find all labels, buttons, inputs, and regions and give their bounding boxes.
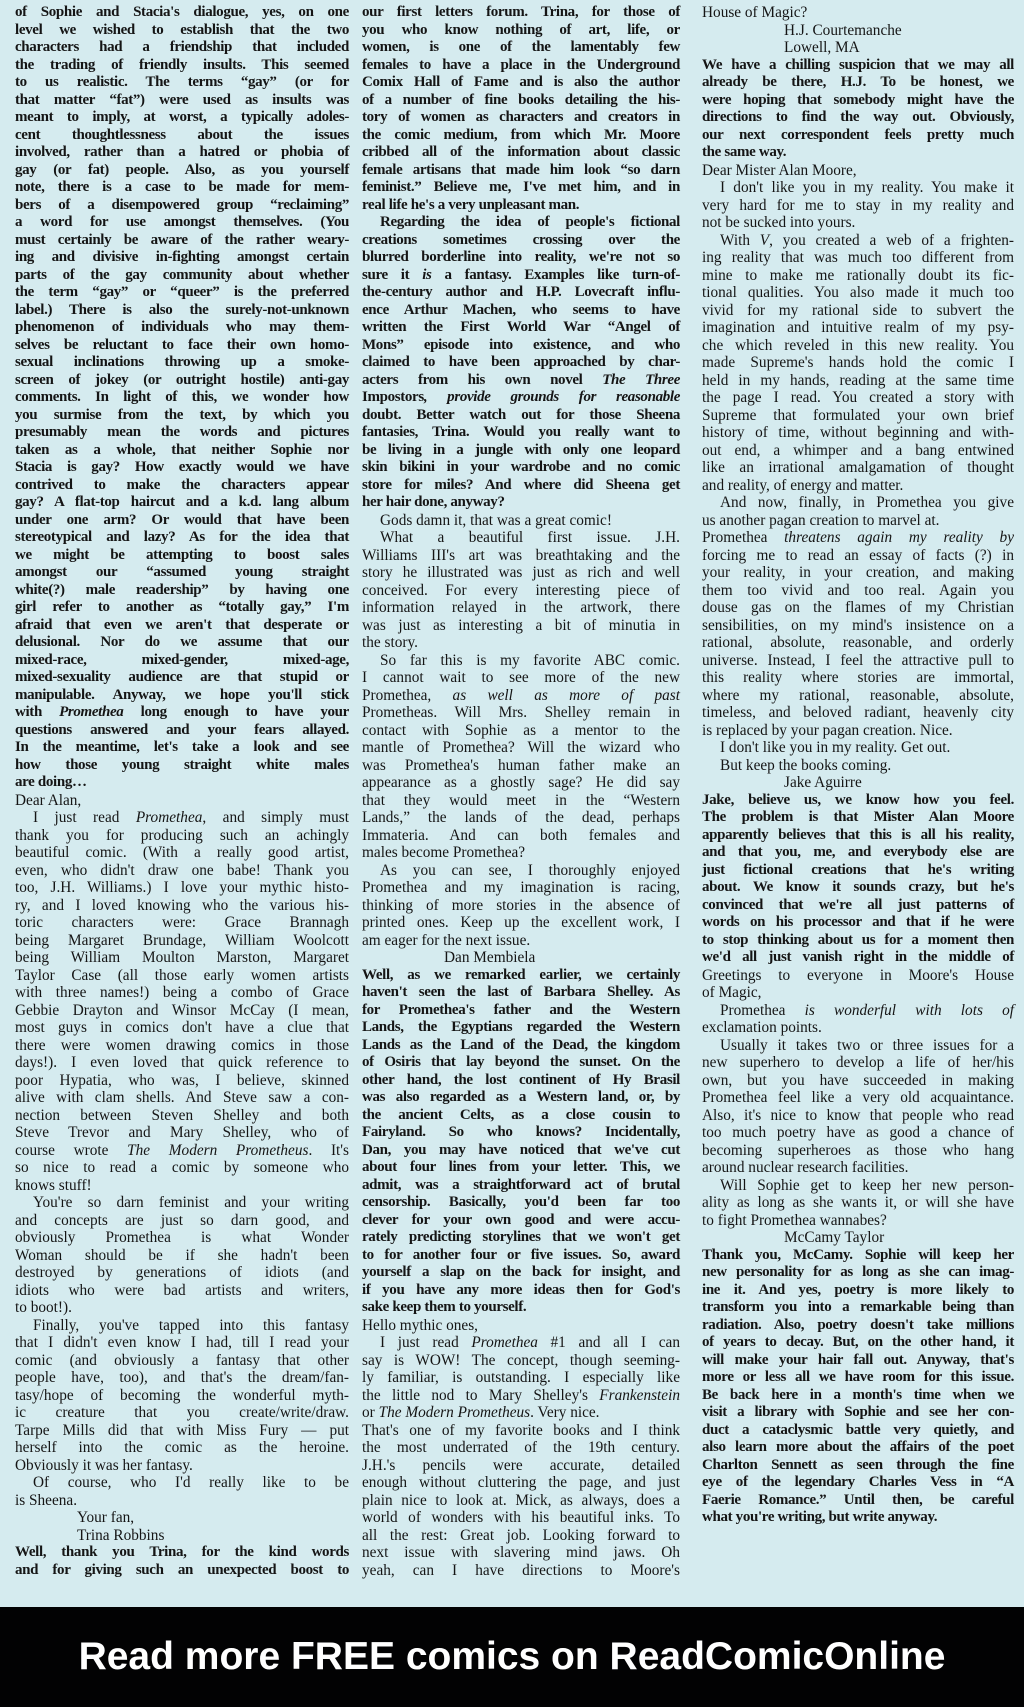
text-line: Hello mythic ones,: [362, 1316, 478, 1334]
italic-title: threatens again my reality by: [767, 529, 1014, 546]
text-line: blurred borderline into reality, we're not so: [362, 249, 680, 265]
text-line: That's one of my favorite books and I think: [362, 1421, 680, 1439]
text-line: Tarpe Mills did that with Miss Fury — put: [15, 1421, 349, 1439]
text-line: our next correspondent feels pretty much: [702, 126, 1014, 143]
text-line: vivid for my rational side to subvert the: [702, 301, 1014, 319]
text-line: being William Moulton Marston, Margaret: [15, 949, 349, 966]
text-line: to us realistic. The terms “gay” (or for: [15, 74, 349, 90]
text-line: sure it is a fantasy. Examples like turn-of-: [362, 266, 680, 283]
text-line: gay? A flat-top haircut and a k.d. lang album: [15, 494, 349, 510]
text-line: forcing me to read an essay of facts (?) in: [702, 546, 1014, 564]
text-line: where my rational, reasonable, absolute,: [702, 686, 1014, 704]
text-line: ic creature that you create/write/draw.: [15, 1404, 349, 1421]
text-line: ality as long as she wants it, or will she have: [702, 1194, 1014, 1211]
text-line: label.) There is also the surely-not-unknown: [15, 301, 349, 318]
text-line: amongst our “assumed young straight: [15, 564, 349, 580]
text-line: Stacia is gay? How exactly would we have: [15, 459, 349, 475]
text-line: written the First World War “Angel of: [362, 319, 680, 335]
text-line: am eager for the next issue.: [362, 931, 531, 949]
text-line: fantasies, Trina. Would you really want to: [362, 424, 680, 440]
text-line: stereotypical and lazy? As for the idea that: [15, 529, 349, 545]
text-line: if you have any more ideas then for God's: [362, 1281, 680, 1298]
signature-line: McCamy Taylor: [784, 1229, 885, 1246]
text-line: of Osiris that lay beyond the sunset. On the: [362, 1054, 680, 1070]
text-line: under one arm? Or would that have been: [15, 511, 349, 528]
text-line: out end, a whimper and a bang entwined: [702, 441, 1014, 459]
text-line: Promethea threatens again my reality by: [702, 529, 1014, 546]
text-line: the story.: [362, 634, 418, 651]
text-line: Fairyland. So who knows? Incidentally,: [362, 1124, 680, 1140]
text-line: duct a cataclysmic battle very quietly, and: [702, 1421, 1014, 1438]
text-line: clever for your own good and were accu-: [362, 1211, 680, 1228]
text-line: mine to make me rationally doubt its fic-: [702, 266, 1014, 284]
text-line: tional qualities. You also made it much too: [702, 284, 1014, 301]
text-line: Woman should be if she hadn't been: [15, 1246, 349, 1264]
text-line: mixed-race, mixed-gender, mixed-age,: [15, 651, 349, 668]
italic-title: Promethea: [135, 809, 203, 826]
text-line: Thank you, McCamy. Sophie will keep her: [702, 1246, 1014, 1263]
text-line: Charlton Sennett as seen through the fine: [702, 1456, 1014, 1473]
text-line: Usually it takes two or three issues for a: [720, 1036, 1014, 1054]
signature-line: Dan Membiela: [444, 949, 536, 966]
text-line: information relayed in the artwork, there: [362, 599, 680, 616]
text-line: was Promethea's human father make an: [362, 756, 680, 774]
text-line: level we wished to establish that the two: [15, 21, 349, 38]
text-line: comic (and obviously a fantasy that other: [15, 1351, 349, 1369]
text-line: questions answered and your fears allayed.: [15, 721, 349, 738]
text-line: rately predicting storylines that we won't get: [362, 1229, 680, 1245]
text-line: this reality where stories are immortal,: [702, 669, 1014, 686]
text-line: say is WOW! The concept, though seeming-: [362, 1351, 680, 1369]
text-line: mixed-sexuality audience are that stupid or: [15, 669, 349, 685]
text-line: we might be attempting to boost sales: [15, 546, 349, 563]
text-line: Promethea is wonderful with lots of: [720, 1001, 1014, 1019]
text-line: eye of the legendary Charles Vess in “A: [702, 1474, 1014, 1490]
text-line: presumably mean the words and pictures: [15, 424, 349, 440]
text-line: to fight Promethea wannabes?: [702, 1211, 887, 1229]
text-line: skin bikini in your wardrobe and no comic: [362, 459, 680, 475]
text-line: che which reveled in this new reality. You: [702, 336, 1014, 354]
text-column-2: [362, 4, 680, 1579]
text-line: course wrote The Modern Prometheus. It's: [15, 1141, 350, 1159]
text-line: Will Sophie get to keep her new person-: [720, 1176, 1014, 1194]
text-line: Promethea, as well as more of past: [362, 686, 680, 704]
text-line: yeah, can I have directions to Moore's: [362, 1561, 680, 1579]
text-line: your reality, in your creation, and making: [702, 564, 1014, 581]
text-line: Of course, who I'd really like to be: [33, 1474, 349, 1491]
text-column-1: [15, 4, 349, 1579]
text-line: the most underrated of the 19th century.: [362, 1439, 680, 1456]
text-line: And now, finally, in Promethea you give: [720, 494, 1014, 511]
text-line: the same way.: [702, 144, 787, 160]
italic-title: The Three: [602, 371, 680, 388]
text-line: were hoping that somebody might have the: [702, 91, 1014, 108]
text-line: world of wonders with his beautiful inks. To: [362, 1509, 680, 1526]
text-line: censorship. Basically, you'd been far too: [362, 1194, 680, 1210]
text-line: tory of women as characters and creators in: [362, 109, 680, 125]
text-line: the trading of friendly insults. This seemed: [15, 56, 349, 73]
text-line: contrived to make the characters appear: [15, 476, 349, 493]
text-line: ing reality that was much too different from: [702, 249, 1014, 266]
text-line: Also, it's nice to know that people who read: [702, 1106, 1014, 1124]
text-line: cribbed all of the information about classic: [362, 144, 680, 160]
text-line: Steve Trevor and Mary Shelley, who of: [15, 1124, 349, 1141]
text-line: universe. Instead, I feel the attractive pull to: [702, 651, 1014, 669]
text-line: is replaced by your pagan creation. Nice.: [702, 721, 953, 739]
text-line: parts of the gay community about whether: [15, 266, 349, 283]
text-line: appearance as a ghostly sage? He did say: [362, 774, 680, 791]
signature-line: H.J. Courtemanche: [784, 21, 902, 39]
text-line: apparently believes that this is all his reality,: [702, 826, 1014, 843]
text-line: are doing…: [15, 774, 87, 790]
text-line: Prometheas. Will Mrs. Shelley remain in: [362, 704, 680, 721]
text-line: sexual inclinations throwing up a smoke-: [15, 354, 349, 370]
text-line: them too vivid and too real. Again you: [702, 581, 1014, 599]
text-line: screen of jokey (or outright hostile) anti-gay: [15, 371, 349, 388]
signature-line: Lowell, MA: [784, 39, 860, 56]
text-line: transform you into a remarkable being than: [702, 1299, 1014, 1315]
text-line: timeless, and beloved radiant, heavenly city: [702, 704, 1014, 721]
text-line: that I didn't even know I had, till I read your: [15, 1334, 349, 1351]
text-line: visit a library with Sophie and see her con-: [702, 1404, 1014, 1420]
text-line: yourself a slap on the back for insight, and: [362, 1264, 680, 1280]
text-line: people have, too), and that's the dream/fan-: [15, 1369, 349, 1386]
text-line: bers of a disempowered group “reclaiming”: [15, 196, 349, 213]
text-line: for Promethea's father and the Western: [362, 1001, 680, 1018]
text-line: will make your hair fall out. Anyway, that's: [702, 1351, 1014, 1368]
text-line: Williams III's art was breathtaking and the: [362, 546, 680, 564]
text-line: ence Arthur Machen, who seems to have: [362, 301, 680, 318]
text-line: made Supreme's hands hold the comic I: [702, 354, 1014, 371]
text-line: enough without cluttering the page, and just: [362, 1474, 680, 1491]
text-line: around nuclear research facilities.: [702, 1159, 909, 1176]
italic-title: The Modern Prometheus: [378, 1404, 531, 1421]
text-line: exclamation points.: [702, 1019, 822, 1036]
text-line: be living in a jungle with only one leopard: [362, 441, 680, 458]
text-line: to stop thinking about us for a moment then: [702, 931, 1014, 948]
text-line: Comix Hall of Fame and is also the author: [362, 74, 680, 90]
text-line: new superhero to develop a life of her/his: [702, 1054, 1014, 1071]
text-line: What a beautiful first issue. J.H.: [380, 529, 680, 546]
text-line: I just read Promethea #1 and all I can: [380, 1334, 680, 1351]
text-line: us another pagan creation to marvel at.: [702, 511, 940, 529]
text-column-3: [702, 4, 1014, 1527]
text-line: Dan, you may have noticed that we've cut: [362, 1141, 680, 1158]
text-line: all the rest: Great job. Looking forward to: [362, 1526, 680, 1544]
text-line: already be there, H.J. To be honest, we: [702, 74, 1014, 90]
text-line: how those young straight white males: [15, 756, 349, 773]
text-line: and that you, me, and everybody else are: [702, 844, 1014, 860]
text-line: Gods damn it, that was a great comic!: [380, 511, 612, 529]
text-line: and reality, of energy and matter.: [702, 476, 904, 494]
text-line: Greetings to everyone in Moore's House: [702, 966, 1014, 984]
text-line: like an irrational amalgamation of thought: [702, 459, 1014, 476]
text-line: comments. In light of this, we wonder how: [15, 389, 349, 405]
italic-title: Promethea: [471, 1334, 538, 1351]
text-line: acters from his own novel The Three: [362, 371, 680, 388]
text-line: So far this is my favorite ABC comic.: [380, 651, 680, 669]
italic-title: V: [759, 231, 770, 249]
text-line: afraid that even we aren't that desperate or: [15, 616, 349, 633]
text-line: of a number of fine books detailing the his-: [362, 91, 680, 108]
text-line: and for giving such an unexpected boost to: [15, 1561, 349, 1578]
text-line: real life he's a very unpleasant man.: [362, 196, 580, 213]
text-line: toric characters were: Grace Brannagh: [15, 914, 349, 931]
text-line: Promethea and my imagination is racing,: [362, 879, 680, 896]
text-line: you who know nothing of art, life, or: [362, 21, 680, 38]
italic-title: Frankenstein: [599, 1386, 680, 1404]
italic-title: , provide grounds for reasonable: [423, 389, 680, 405]
text-line: I just read Promethea, and simply must: [33, 809, 349, 826]
text-line: plain nice to look at. Mick, as always, does a: [362, 1491, 680, 1509]
text-line: sake keep them to yourself.: [362, 1299, 527, 1315]
text-line: feminist.” Believe me, I've met him, and in: [362, 179, 680, 195]
signature-line: Your fan,: [77, 1509, 135, 1526]
text-line: rational, absolute, reasonable, and orderly: [702, 634, 1014, 651]
text-line: about. We know it sounds crazy, but he's: [702, 879, 1014, 895]
text-line: Taylor Case (all those early women artists: [15, 966, 349, 984]
text-line: douse gas on the flames of my Christian: [702, 599, 1014, 616]
text-line: Well, thank you Trina, for the kind words: [15, 1544, 349, 1560]
text-line: creations sometimes crossing over the: [362, 231, 680, 248]
text-line: female artisans that made him look “so darn: [362, 161, 680, 178]
text-line: next issue with slavering mind jaws. Oh: [362, 1544, 680, 1561]
text-line: Jake, believe us, we know how you feel.: [702, 791, 1014, 808]
text-line: even, who didn't draw one babe! Thank you: [15, 861, 349, 879]
text-line: the term “gay” or “queer” is the preferred: [15, 284, 349, 300]
text-line: girl refer to another as “totally gay,” I'm: [15, 599, 349, 615]
text-line: idiots who were bad artists and writers,: [15, 1281, 349, 1299]
text-line: own, but you have succeeded in making: [702, 1071, 1014, 1089]
text-line: of Magic,: [702, 984, 762, 1001]
text-line: printed ones. Keep up the excellent work, I: [362, 914, 680, 931]
text-line: The problem is that Mister Alan Moore: [702, 809, 1014, 825]
text-line: Promethea feel like a very old acquaintance.: [702, 1089, 1014, 1106]
text-line: white(?) male readership” by having one: [15, 581, 349, 598]
text-line: Finally, you've tapped into this fantasy: [33, 1316, 349, 1334]
text-line: obviously Promethea is what Wonder: [15, 1229, 349, 1246]
text-line: Dear Mister Alan Moore,: [702, 161, 857, 179]
text-line: imagination and intuitive realm of my psy-: [702, 319, 1014, 336]
text-line: doubt. Better watch out for those Sheena: [362, 406, 680, 423]
text-line: to for another four or five issues. So, award: [362, 1246, 680, 1263]
text-line: Lands, the Egyptians regarded the Western: [362, 1019, 680, 1035]
text-line: beautiful comic. (With a really good artist,: [15, 844, 349, 861]
text-line: and concepts are just so darn good, and: [15, 1211, 349, 1229]
text-line: convinced that we're all just patterns of: [702, 896, 1014, 913]
signature-line: Jake Aguirre: [784, 774, 862, 791]
text-line: days!). I even loved that quick reference to: [15, 1054, 349, 1071]
text-line: a word for use amongst themselves. (You: [15, 214, 349, 230]
text-line: was just as interesting a bit of minutia in: [362, 616, 680, 634]
text-line: manipulable. Anyway, we hope you'll stick: [15, 686, 349, 703]
text-line: ly familiar, is outstanding. I especially like: [362, 1369, 680, 1386]
text-line: delusional. Nor do we assume that our: [15, 634, 349, 650]
text-line: note, there is a case to be made for mem-: [15, 179, 349, 195]
text-line: selves be reluctant to face their own homo-: [15, 336, 349, 353]
text-line: phenomenon of individuals who may them-: [15, 319, 349, 335]
text-line: to boot!).: [15, 1299, 72, 1316]
text-line: females to have a place in the Underground: [362, 56, 680, 73]
text-line: must certainly be aware of the rather weary-: [15, 231, 349, 248]
text-line: gay (or fat) people. Also, as you yourself: [15, 161, 349, 178]
text-line: more or less all we have room for this issue.: [702, 1369, 1014, 1385]
text-line: that matter “fat”) were used as insults was: [15, 91, 349, 108]
text-line: that they would meet in the “Western: [362, 791, 680, 809]
italic-title: , as well as more of past: [427, 686, 680, 704]
text-line: with three names!) being a combo of Grace: [15, 984, 349, 1001]
text-line: the comic medium, from which Mr. Moore: [362, 126, 680, 143]
text-line: knows stuff!: [15, 1176, 92, 1194]
text-line: ing and divisive in-fighting amongst certain: [15, 249, 349, 265]
text-line: story he illustrated was just as rich and well: [362, 564, 680, 581]
text-line: thinking of more stories in the absence of: [362, 896, 680, 914]
text-line: Well, as we remarked earlier, we certainly: [362, 966, 680, 983]
text-line: of years to decay. But, on the other hand, it: [702, 1334, 1014, 1350]
text-line: Mons” episode into existence, and who: [362, 336, 680, 353]
text-line: other hand, the lost continent of Hy Brasil: [362, 1071, 680, 1088]
text-line: also learn more about the affairs of the poet: [702, 1439, 1014, 1455]
text-line: With V, you created a web of a frighten-: [720, 231, 1014, 249]
text-line: held in my hands, reading at the same time: [702, 371, 1014, 389]
text-line: Obviously it was her fantasy.: [15, 1456, 193, 1474]
text-line: We have a chilling suspicion that we may all: [702, 56, 1014, 73]
text-line: our first letters forum. Trina, for those of: [362, 4, 680, 20]
text-line: we'd all just vanish right in the middle of: [702, 949, 1014, 965]
text-line: Lands as the Land of the Dead, the kingdom: [362, 1036, 680, 1053]
italic-title: Promethea: [59, 704, 124, 720]
italic-title: The Modern Prometheus: [127, 1141, 309, 1159]
text-line: Immateria. And can both females and: [362, 826, 680, 844]
text-line: herself into the comic as the heroine.: [15, 1439, 349, 1456]
text-line: destroyed by generations of idiots (and: [15, 1264, 349, 1281]
text-line: taken as a whole, that neither Sophie nor: [15, 441, 349, 458]
text-line: the ancient Celts, as a close cousin to: [362, 1106, 680, 1123]
text-line: with Promethea long enough to have your: [15, 704, 349, 720]
text-line: males become Promethea?: [362, 844, 526, 861]
text-line: I cannot wait to see more of the new: [362, 669, 680, 686]
text-line: I don't like you in my reality. Get out.: [720, 739, 951, 756]
text-line: haven't seen the last of Barbara Shelley. As: [362, 984, 680, 1000]
text-line: the page I read. You created a story with: [702, 389, 1014, 406]
text-line: Faerie Romance.” Until then, be careful: [702, 1491, 1014, 1508]
text-line: store for miles? And where did Sheena get: [362, 476, 680, 493]
text-line: Be back here in a month's time when we: [702, 1386, 1014, 1403]
text-line: too, J.H. Williams.) I love your mythic histo-: [15, 879, 349, 896]
text-line: Regarding the idea of people's fictional: [380, 214, 680, 230]
text-line: contact with Sophie as a mentor to the: [362, 721, 680, 739]
text-line: House of Magic?: [702, 4, 808, 21]
text-line: being Margaret Brundage, William Woolcott: [15, 931, 349, 949]
text-line: her hair done, anyway?: [362, 494, 505, 510]
text-line: radiation. Also, poetry doesn't take millions: [702, 1316, 1014, 1333]
text-line: there were women drawing comics in those: [15, 1036, 349, 1054]
text-line: new personality for as long as she can imag-: [702, 1264, 1014, 1280]
text-line: You're so darn feminist and your writing: [33, 1194, 349, 1211]
text-line: poor Hypatia, who was, I believe, skinned: [15, 1071, 349, 1089]
text-line: Supreme that formulated your own brief: [702, 406, 1014, 424]
text-line: tasy/hope of becoming the wonderful myth-: [15, 1386, 349, 1404]
promo-banner-text[interactable]: Read more FREE comics on ReadComicOnline: [78, 1635, 946, 1678]
text-line: words on his processor and that if he were: [702, 914, 1014, 930]
text-line: history of time, without beginning and with-: [702, 424, 1014, 441]
italic-title: is wonderful with lots of: [785, 1001, 1014, 1019]
text-line: just fictional creations that he's writing: [702, 861, 1014, 878]
text-line: admit, was a straightforward act of brutal: [362, 1176, 680, 1193]
text-line: becoming superheroes as those who hang: [702, 1141, 1014, 1159]
text-line: nection between Steven Shelley and both: [15, 1106, 349, 1124]
text-line: the-century author and H.P. Lovecraft influ-: [362, 284, 680, 300]
text-line: too much poetry have as good a chance of: [702, 1124, 1014, 1141]
text-line: most guys in comics don't have a clue that: [15, 1019, 349, 1036]
text-line: what you're writing, but write anyway.: [702, 1509, 938, 1525]
text-line: Lands,” the lands of the dead, perhaps: [362, 809, 680, 826]
text-line: conceived. For every interesting piece of: [362, 581, 680, 599]
text-line: very hard for me to stay in my reality and: [702, 196, 1014, 214]
text-line: meant to imply, at worst, a typically adoles-: [15, 109, 349, 125]
text-line: claimed to have been approached by char-: [362, 354, 680, 370]
text-line: mantle of Promethea? Will the wizard who: [362, 739, 680, 756]
promo-banner[interactable]: [0, 1607, 1024, 1707]
text-line: not be sucked into yours.: [702, 214, 856, 231]
text-line: or The Modern Prometheus. Very nice.: [362, 1404, 600, 1421]
text-line: But keep the books coming.: [720, 756, 892, 774]
text-line: alive with clam shells. And Steve saw a con-: [15, 1089, 349, 1106]
text-line: of Sophie and Stacia's dialogue, yes, on one: [15, 4, 349, 20]
text-line: ine it. And yes, poetry is more likely to: [702, 1281, 1014, 1298]
text-line: Impostors, provide grounds for reasonable: [362, 389, 680, 405]
text-line: the little nod to Mary Shelley's Frankenstein: [362, 1386, 680, 1404]
text-line: thank you for producing such an achingly: [15, 826, 349, 844]
text-line: cent thoughtlessness about the issues: [15, 126, 349, 143]
text-line: is Sheena.: [15, 1491, 78, 1509]
text-line: sensibilities, on my mind's insistence on a: [702, 616, 1014, 634]
text-line: characters had a friendship that included: [15, 39, 349, 55]
text-line: you surmise from the text, by which you: [15, 406, 349, 423]
text-line: about four lines from your letter. This, we: [362, 1159, 680, 1175]
text-line: In the meantime, let's take a look and see: [15, 739, 349, 755]
text-line: directions to find the way out. Obviously,: [702, 109, 1014, 125]
text-line: Gebbie Drayton and Winsor McCay (I mean,: [15, 1001, 349, 1019]
text-line: was also regarded as a Western land, or, by: [362, 1089, 680, 1105]
text-line: I don't like you in my reality. You make it: [720, 179, 1014, 196]
italic-title: is: [422, 266, 432, 283]
text-line: ry, and I loved knowing who the various his-: [15, 896, 349, 914]
text-line: Dear Alan,: [15, 791, 82, 809]
text-line: As you can see, I thoroughly enjoyed: [380, 861, 680, 879]
text-line: women, is one of the lamentably few: [362, 39, 680, 55]
text-line: J.H.'s pencils were accurate, detailed: [362, 1456, 680, 1474]
signature-line: Trina Robbins: [77, 1526, 165, 1544]
text-line: involved, rather than a hatred or phobia of: [15, 144, 349, 160]
text-line: so nice to read a comic by someone who: [15, 1159, 349, 1176]
